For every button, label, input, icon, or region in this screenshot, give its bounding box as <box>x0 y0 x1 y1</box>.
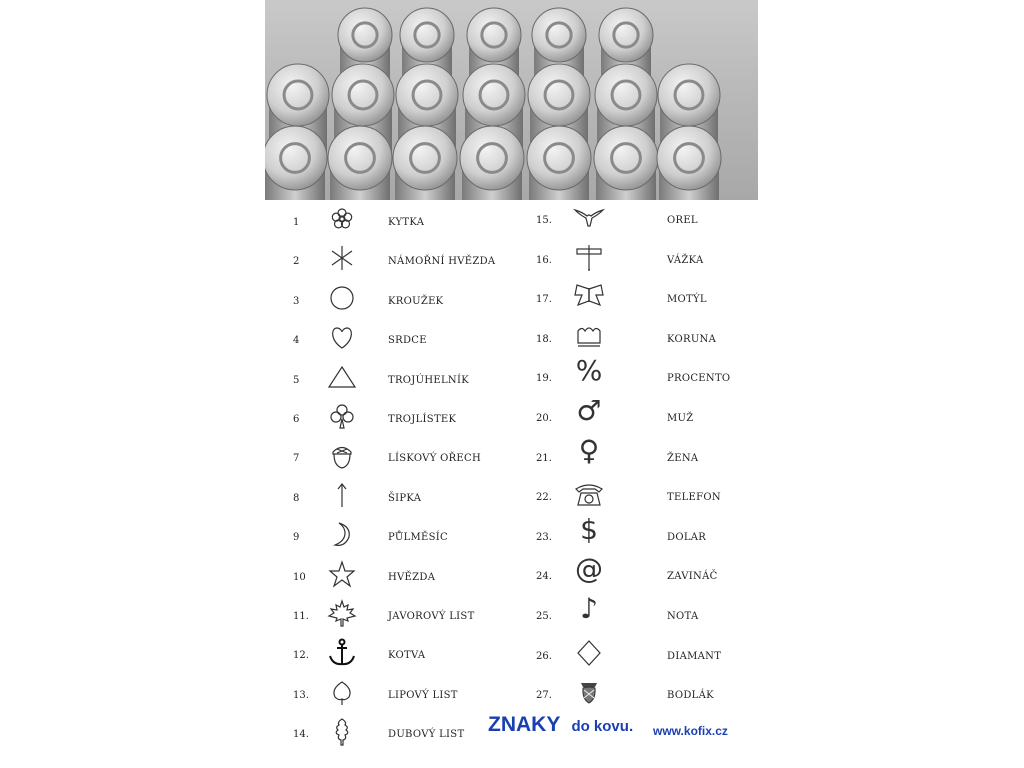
triangle-punch <box>594 126 658 200</box>
symbol-row <box>293 563 523 593</box>
symbol-number: 1 <box>293 217 300 228</box>
symbol-number: 8 <box>293 492 300 504</box>
symbol-number: 11. <box>293 611 309 622</box>
dragonfly-icon <box>572 242 606 272</box>
male-icon <box>572 394 606 430</box>
symbol-row <box>536 552 756 592</box>
dollar-icon <box>572 512 606 549</box>
at-sign-icon <box>572 552 606 588</box>
crown-icon <box>572 321 606 351</box>
symbol-label: NÁMOŘNÍ HVĚZDA <box>388 256 496 268</box>
symbol-label: SRDCE <box>388 335 427 347</box>
symbol-number: 16. <box>536 254 552 266</box>
symbol-row <box>293 602 523 632</box>
symbol-number: 23. <box>536 531 552 543</box>
bird-icon <box>572 202 606 232</box>
symbol-label: JAVOROVÝ LIST <box>388 611 475 622</box>
symbol-row <box>293 641 523 671</box>
star-icon <box>325 559 359 589</box>
oak-leaf-icon-svg <box>325 716 359 746</box>
linden-leaf-icon <box>325 677 359 707</box>
heart-icon-svg <box>325 322 359 352</box>
symbol-row <box>536 206 756 236</box>
symbol-label: KYTKA <box>388 217 425 228</box>
symbol-label: TROJÚHELNÍK <box>388 374 469 386</box>
diamond-punch <box>657 126 721 200</box>
brand-title: ZNAKY <box>488 713 561 736</box>
symbol-row <box>536 325 756 355</box>
symbol-glyph: % <box>575 354 603 388</box>
symbol-label: OREL <box>667 215 698 226</box>
telephone-icon <box>572 479 606 509</box>
asterisk-icon-svg <box>325 243 359 273</box>
symbol-label: KROUŽEK <box>388 295 444 307</box>
butterfly-icon-svg <box>572 281 606 311</box>
circle-punch <box>527 126 591 200</box>
flower-icon <box>325 204 359 234</box>
symbol-number: 22. <box>536 492 552 504</box>
symbol-row <box>293 287 523 317</box>
diamond-icon-svg <box>572 638 606 668</box>
moon-icon-svg <box>325 519 359 549</box>
flower-icon-svg <box>325 204 359 234</box>
symbol-number: 20. <box>536 413 552 424</box>
symbol-number: 2 <box>293 256 300 268</box>
symbol-row <box>293 326 523 356</box>
flower-punch <box>265 126 327 200</box>
symbol-row <box>293 523 523 553</box>
asterisk-icon <box>325 243 359 273</box>
circle-icon-svg <box>325 283 359 313</box>
moon-icon <box>325 519 359 549</box>
heart-icon <box>325 322 359 352</box>
triangle-icon <box>325 362 359 392</box>
asterisk-punch <box>393 126 457 200</box>
symbol-number: 9 <box>293 532 300 544</box>
website-link[interactable]: www.kofix.cz <box>653 724 728 738</box>
symbol-number: 4 <box>293 335 300 347</box>
percent-icon <box>572 354 606 390</box>
symbol-label: NOTA <box>667 611 699 622</box>
symbol-row <box>536 285 756 315</box>
stamp-punches-image <box>265 0 758 200</box>
symbol-label: HVĚZDA <box>388 571 436 583</box>
symbol-number: 5 <box>293 374 300 386</box>
symbol-label: ŽENA <box>667 452 699 464</box>
symbol-glyph: ♪ <box>580 592 598 625</box>
butterfly-icon <box>572 281 606 311</box>
symbol-row <box>536 354 756 394</box>
symbol-number: 10 <box>293 571 306 583</box>
symbol-number: 26. <box>536 650 552 662</box>
linden-leaf-icon-svg <box>325 677 359 707</box>
thistle-icon-svg <box>572 677 606 707</box>
symbol-number: 18. <box>536 333 552 345</box>
arrow-up-icon <box>325 480 359 510</box>
diamond-icon <box>572 638 606 668</box>
triangle-icon-svg <box>325 362 359 392</box>
symbol-label: LÍSKOVÝ OŘECH <box>388 453 481 465</box>
symbol-row <box>536 512 756 553</box>
symbol-label: TROJLÍSTEK <box>388 414 457 425</box>
symbol-row <box>293 405 523 435</box>
symbol-number: 25. <box>536 611 552 622</box>
symbol-row <box>293 208 523 238</box>
symbol-label: LIPOVÝ LIST <box>388 689 458 701</box>
stamp-punches-photo <box>265 0 758 200</box>
bird-icon-svg <box>572 202 606 232</box>
symbol-number: 24. <box>536 571 552 583</box>
symbol-number: 27. <box>536 690 552 702</box>
heart-punch <box>460 126 524 200</box>
thistle-punch <box>328 126 392 200</box>
symbol-row <box>293 366 523 396</box>
star-icon-svg <box>325 559 359 589</box>
symbol-label: ŠIPKA <box>388 492 422 504</box>
circle-icon <box>325 283 359 313</box>
symbol-number: 19. <box>536 373 552 385</box>
thistle-icon <box>572 677 606 707</box>
symbol-label: ZAVINÁČ <box>667 571 718 583</box>
symbol-row <box>536 681 756 711</box>
club-icon-svg <box>325 401 359 431</box>
symbol-number: 17. <box>536 294 552 306</box>
acorn-icon-svg <box>325 440 359 470</box>
symbol-label: MOTÝL <box>667 294 707 306</box>
symbol-number: 12. <box>293 650 309 662</box>
symbol-row <box>536 433 756 474</box>
symbol-number: 14. <box>293 729 309 741</box>
anchor-icon <box>325 637 359 667</box>
symbol-row <box>293 681 523 711</box>
arrow-up-icon-svg <box>325 480 359 510</box>
acorn-icon <box>325 440 359 470</box>
symbol-row <box>536 483 756 513</box>
symbol-label: VÁŽKA <box>667 254 704 266</box>
dragonfly-icon-svg <box>572 242 606 272</box>
symbol-label: PŮLMĚSÍC <box>388 532 449 544</box>
symbol-label: KOTVA <box>388 650 426 662</box>
symbol-glyph: ♀ <box>578 433 600 467</box>
club-icon <box>325 401 359 431</box>
symbol-row <box>536 394 756 434</box>
maple-leaf-icon <box>325 598 359 628</box>
footer-title <box>488 713 633 737</box>
symbol-label: PROCENTO <box>667 373 731 385</box>
oak-leaf-icon <box>325 716 359 746</box>
symbol-glyph: $ <box>580 512 598 546</box>
symbol-label: DOLAR <box>667 531 707 543</box>
crown-icon-svg <box>572 321 606 351</box>
symbol-row <box>293 484 523 514</box>
music-note-icon <box>572 592 606 628</box>
symbol-row <box>293 247 523 277</box>
symbol-row <box>536 246 756 276</box>
maple-leaf-icon-svg <box>325 598 359 628</box>
symbol-label: KORUNA <box>667 333 717 345</box>
symbol-number: 13. <box>293 689 309 701</box>
symbol-number: 7 <box>293 453 300 465</box>
symbol-row <box>293 444 523 474</box>
telephone-icon-svg <box>572 479 606 509</box>
symbol-number: 3 <box>293 295 300 307</box>
symbol-number: 21. <box>536 452 552 464</box>
female-icon <box>572 433 606 470</box>
symbol-row <box>536 592 756 632</box>
symbol-number: 6 <box>293 414 300 425</box>
symbol-label: BODLÁK <box>667 690 714 702</box>
symbol-row <box>536 642 756 672</box>
symbol-glyph: @ <box>575 552 603 586</box>
symbol-label: DIAMANT <box>667 650 722 662</box>
symbol-label: DUBOVÝ LIST <box>388 729 465 741</box>
symbol-label: MUŽ <box>667 413 694 424</box>
symbol-glyph: ♂ <box>576 394 602 427</box>
symbol-number: 15. <box>536 215 552 226</box>
brand-subtitle: do kovu. <box>571 718 634 735</box>
anchor-icon-svg <box>325 637 359 667</box>
symbol-label: TELEFON <box>667 492 721 504</box>
